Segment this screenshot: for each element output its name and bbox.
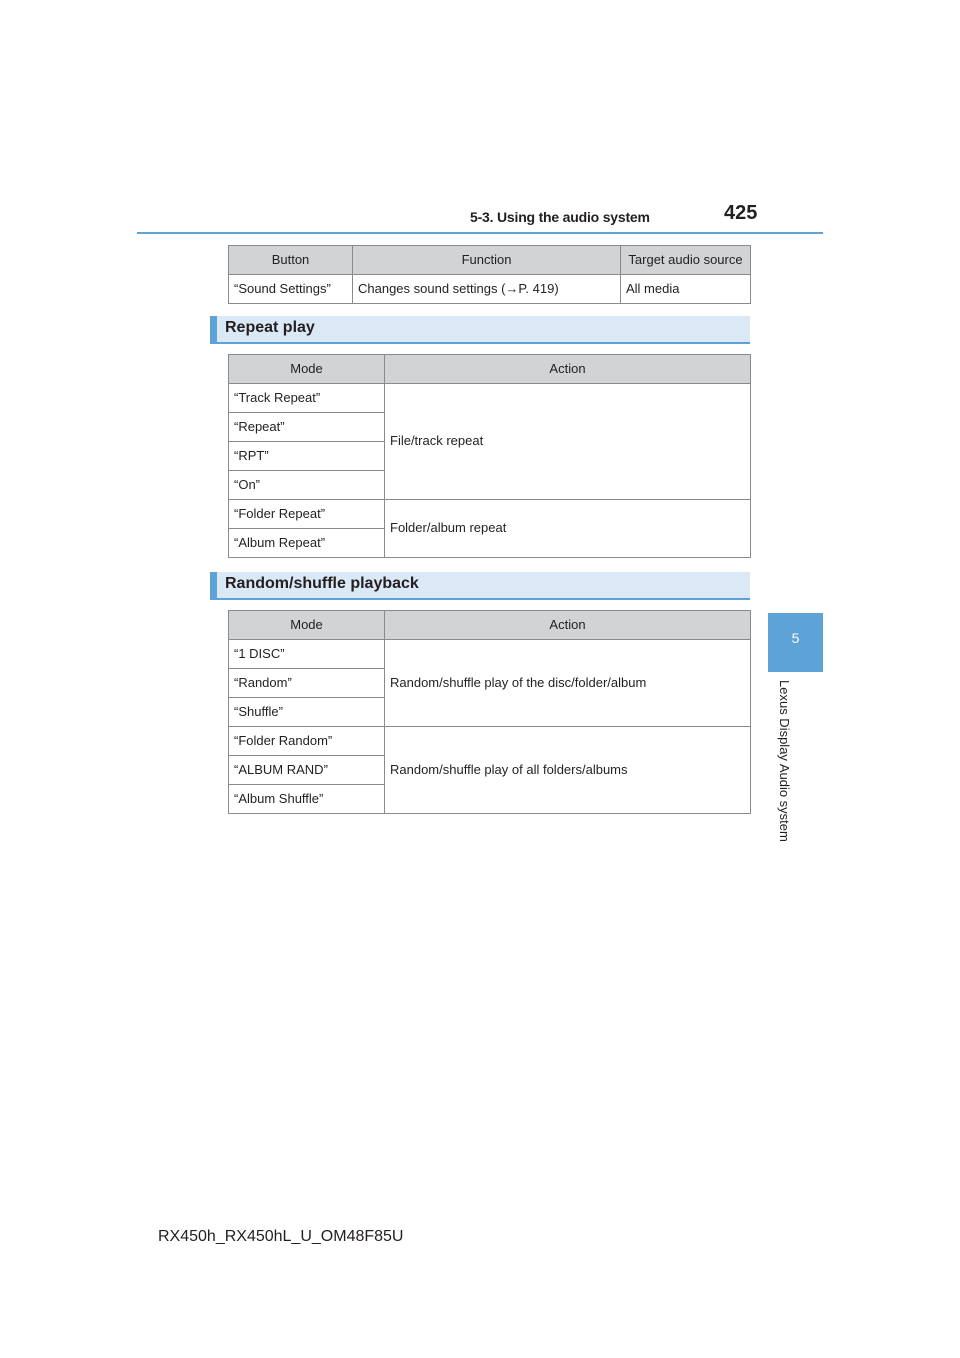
- col-header-function: Function: [353, 246, 621, 275]
- table-row: [229, 384, 751, 413]
- button-function-table: [228, 245, 751, 304]
- mode-cell: “Random”: [229, 669, 385, 698]
- col-header-button: Button: [229, 246, 353, 275]
- page-number: 425: [724, 202, 758, 224]
- mode-cell: “On”: [229, 471, 385, 500]
- mode-cell: “ALBUM RAND”: [229, 756, 385, 785]
- mode-cell: “1 DISC”: [229, 640, 385, 669]
- repeat-play-title: Repeat play: [225, 319, 315, 336]
- mode-cell: “Shuffle”: [229, 698, 385, 727]
- function-cell: Changes sound settings (→P. 419): [353, 275, 621, 304]
- col-header-action: Action: [385, 355, 751, 384]
- table-row: [229, 727, 751, 756]
- header-rule: [137, 232, 823, 234]
- col-header-action: Action: [385, 611, 751, 640]
- action-cell: Random/shuffle play of the disc/folder/album: [385, 640, 751, 727]
- mode-cell: “Repeat”: [229, 413, 385, 442]
- repeat-play-table: [228, 354, 751, 558]
- mode-cell: “RPT”: [229, 442, 385, 471]
- repeat-play-heading: [210, 316, 750, 344]
- table-row: [229, 500, 751, 529]
- action-cell: Folder/album repeat: [385, 500, 751, 558]
- col-header-mode: Mode: [229, 355, 385, 384]
- target-cell: All media: [621, 275, 751, 304]
- random-shuffle-heading: [210, 572, 750, 600]
- model-code: RX450h_RX450hL_U_OM48F85U: [158, 1228, 404, 1245]
- action-cell: File/track repeat: [385, 384, 751, 500]
- button-cell: “Sound Settings”: [229, 275, 353, 304]
- section-title: 5-3. Using the audio system: [470, 209, 650, 225]
- chapter-label: Lexus Display Audio system: [777, 680, 792, 842]
- col-header-target: Target audio source: [621, 246, 751, 275]
- action-cell: Random/shuffle play of all folders/albums: [385, 727, 751, 814]
- random-shuffle-table: [228, 610, 751, 814]
- random-shuffle-title: Random/shuffle playback: [225, 575, 419, 592]
- mode-cell: “Folder Random”: [229, 727, 385, 756]
- mode-cell: “Track Repeat”: [229, 384, 385, 413]
- table-row: [229, 640, 751, 669]
- mode-cell: “Album Repeat”: [229, 529, 385, 558]
- col-header-mode: Mode: [229, 611, 385, 640]
- mode-cell: “Folder Repeat”: [229, 500, 385, 529]
- chapter-number: 5: [791, 630, 800, 646]
- table-row: [229, 275, 751, 304]
- mode-cell: “Album Shuffle”: [229, 785, 385, 814]
